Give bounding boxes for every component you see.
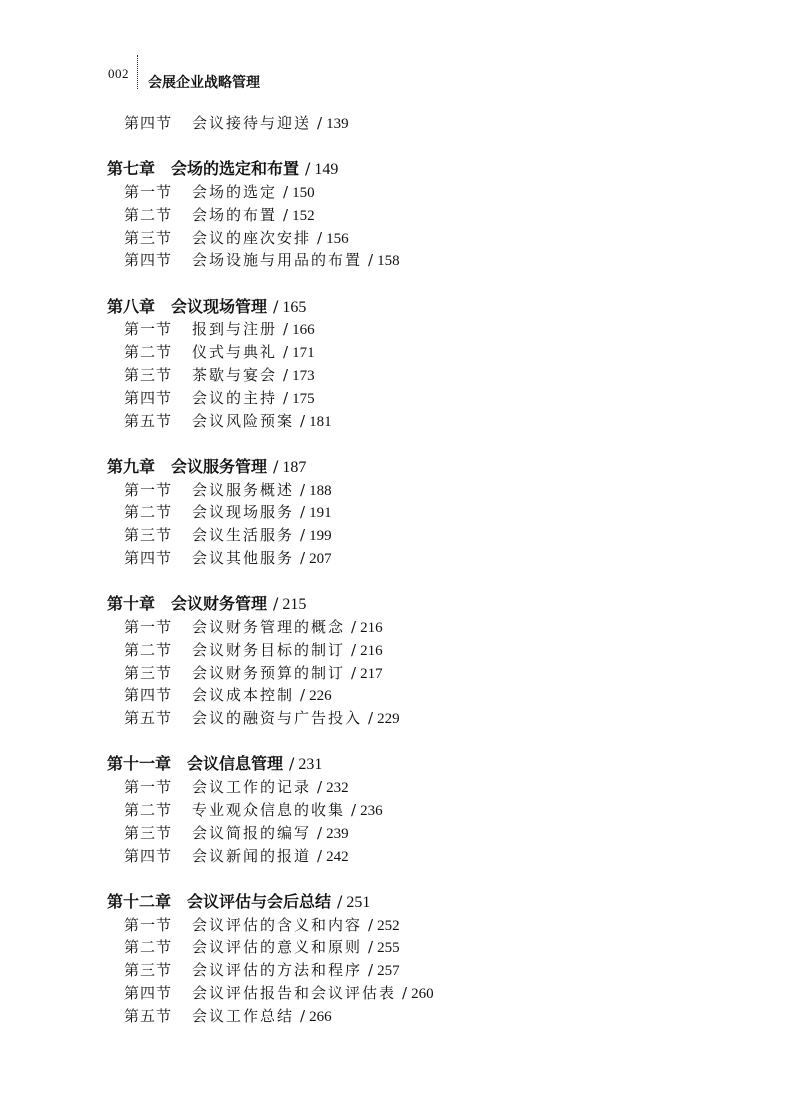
page-separator: / xyxy=(368,709,374,727)
toc-section xyxy=(124,227,349,250)
page-separator: / xyxy=(273,594,279,613)
page-ref: 252 xyxy=(377,918,400,934)
header-divider xyxy=(137,55,138,89)
section-label: 第三节 xyxy=(124,526,173,544)
section-title: 会议评估的含义和内容 xyxy=(192,916,363,934)
toc-section xyxy=(124,776,349,799)
chapter-label: 第七章 xyxy=(107,159,156,178)
section-label: 第三节 xyxy=(124,824,173,842)
page-ref: 229 xyxy=(377,711,400,727)
page-ref: 173 xyxy=(292,368,315,384)
section-title: 会议工作的记录 xyxy=(192,778,312,796)
page-ref: 150 xyxy=(292,185,315,201)
chapter-title: 会议评估与会后总结 xyxy=(187,892,332,911)
section-title: 专业观众信息的收集 xyxy=(192,801,346,819)
page-separator: / xyxy=(351,664,357,682)
page-ref: 188 xyxy=(309,483,332,499)
page-ref: 239 xyxy=(326,826,349,842)
page-separator: / xyxy=(351,618,357,636)
page-separator: / xyxy=(283,206,289,224)
section-label: 第三节 xyxy=(124,961,173,979)
page-separator: / xyxy=(300,549,306,567)
page-ref: 257 xyxy=(377,963,400,979)
page-separator: / xyxy=(283,343,289,361)
section-label: 第四节 xyxy=(124,686,173,704)
toc-section xyxy=(124,684,332,707)
section-title: 会议的融资与广告投入 xyxy=(192,709,363,727)
page-separator: / xyxy=(283,183,289,201)
section-label: 第二节 xyxy=(124,801,173,819)
page-number: 002 xyxy=(108,66,129,81)
section-title: 报到与注册 xyxy=(192,320,278,338)
chapter-title: 会议现场管理 xyxy=(171,297,268,316)
toc-chapter xyxy=(107,456,306,479)
page-separator: / xyxy=(300,526,306,544)
page-separator: / xyxy=(300,686,306,704)
page-ref: 158 xyxy=(377,253,400,269)
section-label: 第二节 xyxy=(124,938,173,956)
section-label: 第一节 xyxy=(124,618,173,636)
toc-section xyxy=(124,387,315,410)
page-separator: / xyxy=(300,503,306,521)
toc-section xyxy=(124,318,315,341)
section-title: 会议现场服务 xyxy=(192,503,295,521)
section-title: 会议财务管理的概念 xyxy=(192,618,346,636)
section-label: 第一节 xyxy=(124,778,173,796)
page-separator: / xyxy=(300,412,306,430)
section-label: 第三节 xyxy=(124,664,173,682)
chapter-title: 会议服务管理 xyxy=(171,457,268,476)
page-separator: / xyxy=(317,824,323,842)
section-title: 会场设施与用品的布置 xyxy=(192,251,363,269)
page-separator: / xyxy=(289,754,295,773)
page-ref: 166 xyxy=(292,322,315,338)
page-ref: 191 xyxy=(309,505,332,521)
page-separator: / xyxy=(283,320,289,338)
toc-section xyxy=(124,341,315,364)
section-label: 第三节 xyxy=(124,366,173,384)
page-ref: 187 xyxy=(282,459,307,476)
toc-section xyxy=(124,822,349,845)
toc-section xyxy=(124,410,332,433)
section-label: 第四节 xyxy=(124,114,173,132)
page-separator: / xyxy=(273,457,279,476)
chapter-label: 第八章 xyxy=(107,297,156,316)
page-separator: / xyxy=(317,229,323,247)
toc-section xyxy=(124,547,332,570)
toc-section xyxy=(124,1005,332,1028)
toc-section xyxy=(124,959,400,982)
section-label: 第三节 xyxy=(124,229,173,247)
section-label: 第一节 xyxy=(124,183,173,201)
page-separator: / xyxy=(368,961,374,979)
page-ref: 215 xyxy=(282,596,307,613)
section-label: 第一节 xyxy=(124,916,173,934)
page-ref: 226 xyxy=(309,688,332,704)
section-title: 茶歇与宴会 xyxy=(192,366,278,384)
toc-section xyxy=(124,479,332,502)
section-label: 第四节 xyxy=(124,251,173,269)
section-title: 会议评估的方法和程序 xyxy=(192,961,363,979)
section-label: 第五节 xyxy=(124,1007,173,1025)
page-separator: / xyxy=(305,159,311,178)
section-title: 会议风险预案 xyxy=(192,412,295,430)
page-ref: 236 xyxy=(360,803,383,819)
section-label: 第五节 xyxy=(124,412,173,430)
section-label: 第二节 xyxy=(124,641,173,659)
page-ref: 152 xyxy=(292,208,315,224)
section-label: 第四节 xyxy=(124,984,173,1002)
section-label: 第五节 xyxy=(124,709,173,727)
page-ref: 231 xyxy=(298,756,323,773)
section-title: 会议评估报告和会议评估表 xyxy=(192,984,397,1002)
page-ref: 255 xyxy=(377,940,400,956)
toc-section xyxy=(124,799,383,822)
toc-section xyxy=(124,707,400,730)
page-separator: / xyxy=(273,297,279,316)
toc-section xyxy=(124,982,434,1005)
page-ref: 171 xyxy=(292,345,315,361)
page-separator: / xyxy=(300,1007,306,1025)
section-label: 第四节 xyxy=(124,549,173,567)
toc-section xyxy=(124,249,400,272)
page-separator: / xyxy=(368,251,374,269)
section-title: 会议其他服务 xyxy=(192,549,295,567)
toc-section xyxy=(124,936,400,959)
page-separator: / xyxy=(368,916,374,934)
page-separator: / xyxy=(317,114,323,132)
section-title: 会议生活服务 xyxy=(192,526,295,544)
toc-section xyxy=(124,501,332,524)
page-separator: / xyxy=(337,892,343,911)
chapter-label: 第十二章 xyxy=(107,892,172,911)
page-separator: / xyxy=(300,481,306,499)
page-ref: 175 xyxy=(292,391,315,407)
toc-chapter xyxy=(107,296,306,319)
section-label: 第二节 xyxy=(124,503,173,521)
page-separator: / xyxy=(317,847,323,865)
section-label: 第四节 xyxy=(124,389,173,407)
section-title: 会场的布置 xyxy=(192,206,278,224)
chapter-title: 会场的选定和布置 xyxy=(171,159,300,178)
page-ref: 266 xyxy=(309,1009,332,1025)
chapter-label: 第十一章 xyxy=(107,754,172,773)
toc-section xyxy=(124,181,315,204)
chapter-label: 第九章 xyxy=(107,457,156,476)
page-separator: / xyxy=(351,801,357,819)
section-title: 会议成本控制 xyxy=(192,686,295,704)
toc-chapter xyxy=(107,158,338,181)
page-ref: 139 xyxy=(326,116,349,132)
section-label: 第四节 xyxy=(124,847,173,865)
toc-section xyxy=(124,616,383,639)
section-title: 会议评估的意义和原则 xyxy=(192,938,363,956)
section-title: 会议的座次安排 xyxy=(192,229,312,247)
page-ref: 216 xyxy=(360,620,383,636)
page-ref: 207 xyxy=(309,551,332,567)
section-title: 会议的主持 xyxy=(192,389,278,407)
section-title: 会议财务预算的制订 xyxy=(192,664,346,682)
toc-section xyxy=(124,845,349,868)
toc-section xyxy=(124,112,349,135)
toc-section xyxy=(124,662,383,685)
toc-section xyxy=(124,364,315,387)
section-title: 会议接待与迎送 xyxy=(192,114,312,132)
section-title: 会场的选定 xyxy=(192,183,278,201)
toc-section xyxy=(124,914,400,937)
section-label: 第二节 xyxy=(124,206,173,224)
page-ref: 242 xyxy=(326,849,349,865)
toc-section xyxy=(124,204,315,227)
chapter-title: 会议财务管理 xyxy=(171,594,268,613)
page-separator: / xyxy=(283,366,289,384)
page-ref: 181 xyxy=(309,414,332,430)
page-ref: 149 xyxy=(314,161,339,178)
chapter-label: 第十章 xyxy=(107,594,156,613)
section-title: 会议工作总结 xyxy=(192,1007,295,1025)
toc-chapter xyxy=(107,753,322,776)
page-separator: / xyxy=(351,641,357,659)
page-ref: 260 xyxy=(411,986,434,1002)
page-ref: 216 xyxy=(360,643,383,659)
toc-chapter xyxy=(107,891,370,914)
page-ref: 217 xyxy=(360,666,383,682)
page-ref: 199 xyxy=(309,528,332,544)
page-ref: 232 xyxy=(326,780,349,796)
page-separator: / xyxy=(283,389,289,407)
page-ref: 251 xyxy=(346,894,371,911)
section-label: 第二节 xyxy=(124,343,173,361)
page-separator: / xyxy=(368,938,374,956)
chapter-title: 会议信息管理 xyxy=(187,754,284,773)
section-title: 会议服务概述 xyxy=(192,481,295,499)
book-title: 会展企业战略管理 xyxy=(148,75,260,91)
toc-section xyxy=(124,639,383,662)
page-ref: 156 xyxy=(326,231,349,247)
toc-section xyxy=(124,524,332,547)
section-label: 第一节 xyxy=(124,481,173,499)
section-title: 会议财务目标的制订 xyxy=(192,641,346,659)
page-ref: 165 xyxy=(282,299,307,316)
toc-chapter xyxy=(107,593,306,616)
page-separator: / xyxy=(402,984,408,1002)
page-separator: / xyxy=(317,778,323,796)
section-title: 会议新闻的报道 xyxy=(192,847,312,865)
section-label: 第一节 xyxy=(124,320,173,338)
section-title: 仪式与典礼 xyxy=(192,343,278,361)
section-title: 会议简报的编写 xyxy=(192,824,312,842)
